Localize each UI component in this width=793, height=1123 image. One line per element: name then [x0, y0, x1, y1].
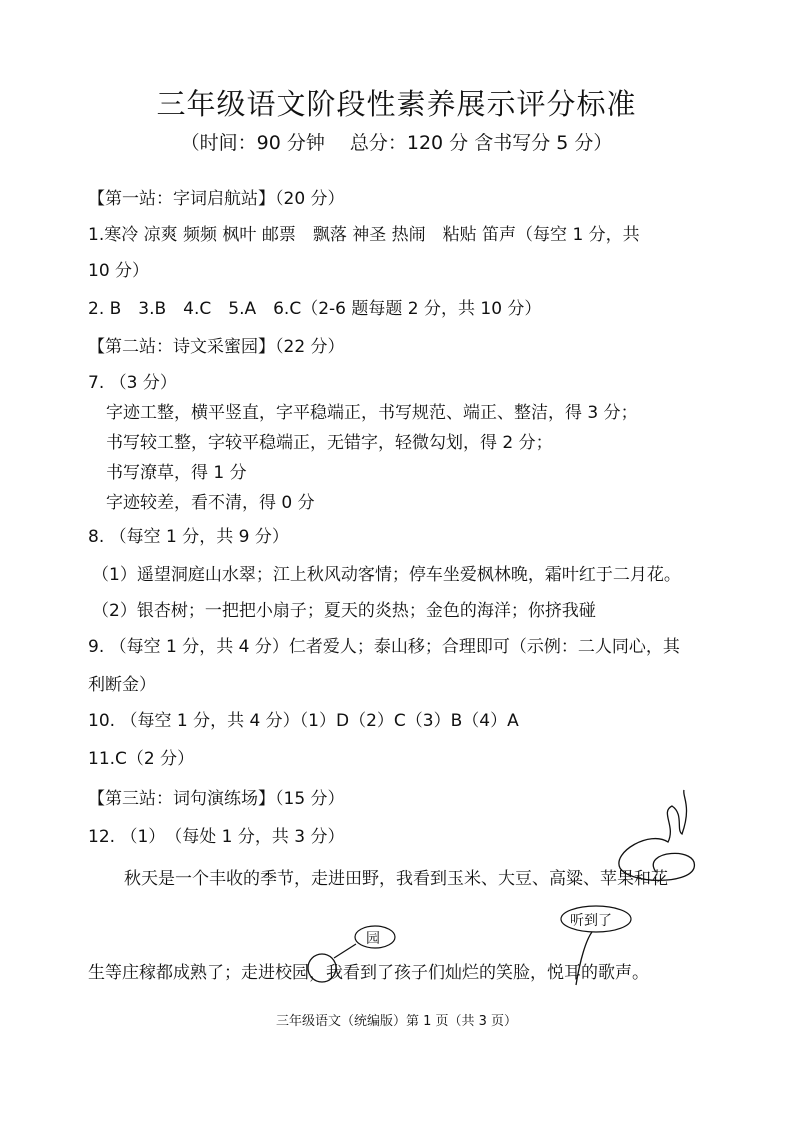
questions-2-6: 2. B 3.B 4.C 5.A 6.C（2-6 题每题 2 分，共 10 分） [88, 299, 542, 319]
question-7-rule-1: 字迹工整，横平竖直，字平稳端正，书写规范、端正、整洁，得 3 分； [106, 403, 638, 423]
question-12-head: 12. （1） （每处 1 分，共 3 分） [88, 827, 345, 847]
question-8-part-1: （1）遥望洞庭山水翠；江上秋风动客情；停车坐爱枫林晚，霜叶红于二月花。 [92, 565, 681, 585]
question-12-paragraph-line-1: 秋天是一个丰收的季节，走进田野，我看到玉米、大豆、高粱、苹果和花 [124, 869, 668, 889]
question-7-rule-3: 书写潦草，得 1 分 [106, 463, 247, 483]
question-1-line-1: 1.寒冷 凉爽 频频 枫叶 邮票 飘落 神圣 热闹 粘贴 笛声（每空 1 分，共 [88, 225, 640, 245]
question-7-rule-4: 字迹较差，看不清，得 0 分 [106, 493, 315, 513]
question-9-line-2: 利断金） [88, 675, 156, 695]
handwritten-note-tingdaole: 听到了 [570, 913, 612, 929]
connector-line-yuan [334, 944, 356, 958]
section-3-header: 【第三站：词句演练场】（15 分） [88, 789, 345, 809]
question-9-line-1: 9. （每空 1 分，共 4 分）仁者爱人；泰山移；合理即可（示例：二人同心，其 [88, 637, 680, 657]
question-11: 11.C（2 分） [88, 749, 195, 769]
question-7-rule-2: 书写较工整，字较平稳端正，无错字，轻微勾划，得 2 分； [106, 433, 553, 453]
handwritten-note-yuan: 园 [366, 931, 380, 947]
deletion-swirl-mark [619, 790, 695, 880]
section-2-header: 【第二站：诗文采蜜园】（22 分） [88, 337, 345, 357]
insertion-caret-mark [576, 932, 592, 985]
page-subtitle: （时间：90 分钟 总分：120 分 含书写分 5 分） [180, 132, 613, 154]
circle-mark-yuan [308, 954, 336, 982]
question-1-line-2: 10 分） [88, 261, 150, 281]
question-7-head: 7. （3 分） [88, 373, 177, 393]
question-8-head: 8. （每空 1 分，共 9 分） [88, 527, 289, 547]
question-10: 10. （每空 1 分，共 4 分）（1）D（2）C（3）B（4）A [88, 711, 519, 731]
page-footer: 三年级语文（统编版）第 1 页（共 3 页） [275, 1014, 518, 1029]
section-1-header: 【第一站：字词启航站】（20 分） [88, 189, 345, 209]
question-8-part-2: （2）银杏树；一把把小扇子；夏天的炎热；金色的海洋；你挤我碰 [92, 601, 596, 621]
page-title: 三年级语文阶段性素养展示评分标准 [156, 87, 637, 121]
question-12-paragraph-line-2: 生等庄稼都成熟了；走进校园，我看到了孩子们灿烂的笑脸，悦耳的歌声。 [88, 963, 649, 983]
